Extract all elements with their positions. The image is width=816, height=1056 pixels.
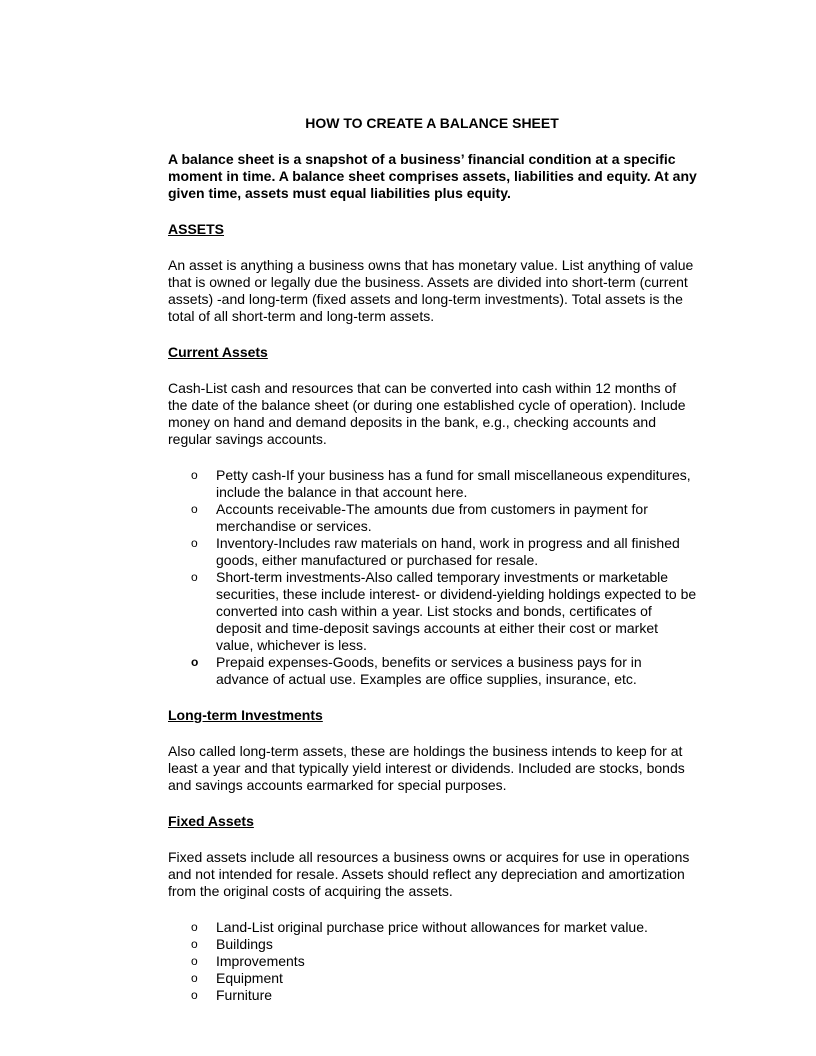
bullet-icon: o bbox=[191, 971, 198, 985]
bullet-icon: o bbox=[191, 655, 199, 669]
list-item-text: Petty cash-If your business has a fund for small miscellaneous expenditures, include the balance in that account here. bbox=[216, 467, 691, 500]
list-item bbox=[168, 953, 698, 970]
list-item-text: Short-term investments-Also called temporary investments or marketable securities, these include interest- or dividend-yielding holdings expected to be converted into cash within a year. List stocks and bonds, certificates of deposit and time-deposit savings accounts at either their cost or market value, whichever is less. bbox=[216, 569, 697, 653]
list-item bbox=[168, 970, 698, 987]
bullet-icon: o bbox=[191, 468, 198, 482]
list-item bbox=[168, 501, 698, 535]
list-item-text: Prepaid expenses-Goods, benefits or services a business pays for in advance of actual use. Examples are office supplies, insurance, etc. bbox=[216, 654, 642, 687]
list-item bbox=[168, 987, 698, 1004]
list-item-text: Buildings bbox=[216, 936, 273, 952]
bullet-icon: o bbox=[191, 570, 198, 584]
bullet-icon: o bbox=[191, 954, 198, 968]
long-term-investments-paragraph: Also called long-term assets, these are holdings the business intends to keep for at least a year and that typically yield interest or dividends. Included are stocks, bonds and savings accounts earmarked for special purposes. bbox=[168, 743, 685, 793]
list-item-text: Accounts receivable-The amounts due from customers in payment for merchandise or services. bbox=[216, 501, 648, 534]
bullet-icon: o bbox=[191, 536, 198, 550]
list-item-text: Improvements bbox=[216, 953, 305, 969]
current-assets-list bbox=[168, 467, 698, 688]
current-assets-paragraph: Cash-List cash and resources that can be converted into cash within 12 months of the date of the balance sheet (or during one established cycle of operation). Include money on hand and demand deposits in the bank, e.g., checking accounts and regular savings accounts. bbox=[168, 380, 686, 447]
fixed-assets-paragraph: Fixed assets include all resources a business owns or acquires for use in operations and not intended for resale. Assets should reflect any depreciation and amortization from the original costs of acquiring the assets. bbox=[168, 849, 690, 899]
list-item bbox=[168, 535, 698, 569]
long-term-investments-heading: Long-term Investments bbox=[168, 707, 323, 723]
document-title: HOW TO CREATE A BALANCE SHEET bbox=[305, 115, 559, 131]
intro-paragraph: A balance sheet is a snapshot of a business’ financial condition at a specific moment in time. A balance sheet comprises assets, liabilities and equity. At any given time, assets must equal liabilities plus equity. bbox=[168, 151, 697, 201]
list-item bbox=[168, 936, 698, 953]
assets-paragraph: An asset is anything a business owns that has monetary value. List anything of value that is owned or legally due the business. Assets are divided into short-term (current assets) -and long-term (fixed assets and long-term investments). Total assets is the total of all short-term and long-term assets. bbox=[168, 257, 694, 324]
current-assets-heading: Current Assets bbox=[168, 344, 268, 360]
list-item bbox=[168, 569, 698, 654]
bullet-icon: o bbox=[191, 937, 198, 951]
bullet-icon: o bbox=[191, 988, 198, 1002]
list-item bbox=[168, 654, 698, 688]
list-item-text: Equipment bbox=[216, 970, 283, 986]
assets-heading: ASSETS bbox=[168, 221, 225, 237]
list-item-text: Furniture bbox=[216, 987, 273, 1003]
bullet-icon: o bbox=[191, 502, 198, 516]
fixed-assets-heading: Fixed Assets bbox=[168, 813, 254, 829]
list-item-text: Land-List original purchase price without allowances for market value. bbox=[216, 919, 648, 935]
bullet-icon: o bbox=[191, 920, 198, 934]
list-item bbox=[168, 919, 698, 936]
list-item bbox=[168, 467, 698, 501]
document-page bbox=[168, 115, 698, 1023]
fixed-assets-list bbox=[168, 919, 698, 1004]
list-item-text: Inventory-Includes raw materials on hand, work in progress and all finished goods, either manufactured or purchased for resale. bbox=[216, 535, 680, 568]
